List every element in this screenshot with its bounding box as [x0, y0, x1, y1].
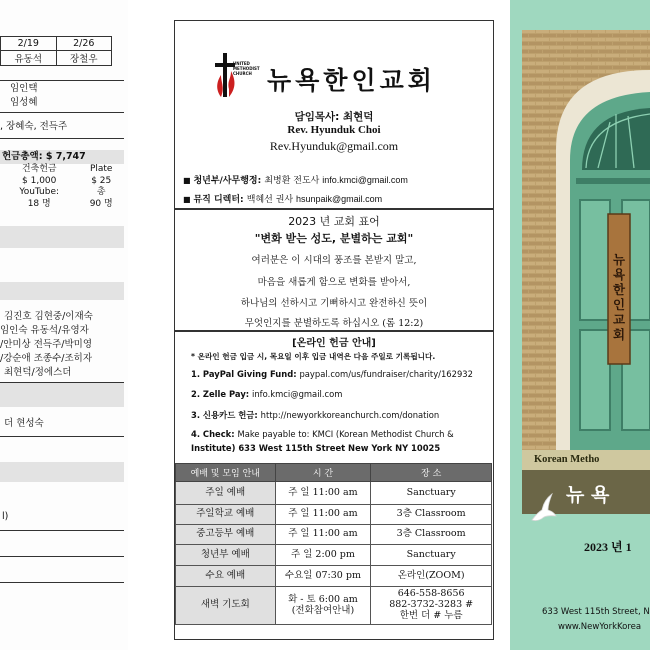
service-time: 주 일 11:00 am [275, 525, 371, 545]
cover-website[interactable]: www.NewYorkKorea [558, 622, 642, 632]
service-time: 주 일 11:00 am [275, 505, 371, 525]
duty-table [0, 36, 112, 66]
dawn-phone-note: (전화참여안내) [291, 604, 355, 616]
logo-text: UNITED METHODIST CHURCH [233, 61, 260, 76]
divider [0, 582, 124, 583]
contact-email: hsunpaik@gmail.com [296, 194, 383, 204]
verse-line: 하나님의 선하시고 기뻐하시고 완전하신 뜻이 [240, 298, 428, 309]
service-place: Sanctuary [371, 545, 492, 566]
gray-bar [0, 462, 124, 482]
gray-bar [0, 226, 124, 248]
service-place: 온라인(ZOOM) [371, 566, 492, 587]
offering-value: 18 명 [27, 198, 51, 209]
motto-title: 2023 년 교회 표어 [288, 215, 380, 228]
service-name: 주일 예배 [176, 482, 276, 505]
verse-line: 마음을 새롭게 함으로 변화를 받아서, [257, 277, 411, 288]
roster-line: 김진호 김현중/이재숙 [4, 311, 93, 322]
banner-text: Korean Metho [534, 454, 600, 465]
role-name: 임인택 [10, 83, 38, 94]
service-name: 청년부 예배 [176, 545, 276, 566]
verse-line: 무엇인지를 분별하도록 하십시오 (롬 12:2) [244, 318, 424, 329]
offering-total: 헌금총액: $ 7,747 [2, 151, 86, 162]
offering-header: Plate [89, 164, 113, 175]
online-item-label: 2. Zelle Pay: [191, 389, 253, 399]
contact-name: 최병환 전도사 [264, 176, 320, 186]
extra-line: 더 현성숙 [4, 418, 44, 429]
online-item-check [191, 429, 454, 439]
bulletin-panel [174, 20, 494, 640]
online-item-label: 4. Check: [191, 429, 238, 439]
divider [0, 112, 124, 113]
date-cell: 2/19 [1, 37, 57, 51]
church-door-photo [522, 30, 650, 450]
divider [175, 208, 493, 210]
name-cell: 장철우 [56, 51, 112, 66]
date-cell: 2/26 [56, 37, 112, 51]
service-name: 주일학교 예배 [176, 505, 276, 525]
service-name: 중고등부 예배 [176, 525, 276, 545]
service-time: 주 일 2:00 pm [275, 545, 371, 566]
name-line: , 장혜숙, 전득주 [0, 121, 68, 132]
table-row [176, 482, 492, 505]
dawn-phone: 646-558-8656 [397, 588, 465, 600]
cover-panel [510, 0, 650, 650]
service-name: 새벽 기도회 [176, 587, 276, 625]
roster-line: /안미상 전득주/박미영 [0, 339, 93, 350]
divider [0, 436, 124, 437]
zelle-email: info.kmci@gmail.com [252, 389, 343, 399]
divider [0, 530, 124, 531]
service-name: 수요 예배 [176, 566, 276, 587]
check-payable: Make payable to: KMCI (Korean Methodist Church & [237, 429, 454, 439]
contact-label: 청년부/사무행정: [193, 176, 265, 186]
dawn-time: 화 - 토 6:00 am [288, 593, 358, 605]
check-address: Institute) 633 West 115th Street New York NY 10025 [191, 443, 441, 453]
motto: "변화 받는 성도, 분별하는 교회" [254, 232, 414, 245]
table-row [176, 587, 492, 625]
online-note: * 온라인 헌금 입금 시, 목요일 이후 입금 내역은 다음 주일로 기록됩니다. [191, 352, 436, 361]
donation-link[interactable]: http://newyorkkoreanchurch.com/donation [260, 410, 440, 420]
church-sign: 뉴욕한인교회 [612, 252, 626, 342]
online-item-paypal [191, 369, 473, 379]
divider [0, 556, 124, 557]
contact-youth: ■ 청년부/사무행정: 최병환 전도사 info.kmci@gmail.com [183, 175, 408, 186]
schedule-header: 시 간 [275, 464, 371, 482]
service-time: 수요일 07:30 pm [275, 566, 371, 587]
verse-line: 여러분은 이 시대의 풍조를 본받지 말고, [251, 255, 417, 266]
cover-title: 뉴 욕 [566, 484, 610, 506]
pastor-email: Rev.Hyunduk@gmail.com [269, 139, 399, 153]
offering-value: 90 명 [89, 198, 113, 209]
pastor-name-en: Rev. Hyunduk Choi [287, 124, 381, 136]
extra-line: l) [2, 511, 9, 522]
name-cell: 유동석 [1, 51, 57, 66]
left-panel [0, 0, 128, 650]
service-place [371, 587, 492, 625]
online-item-card [191, 409, 439, 421]
service-place: Sanctuary [371, 482, 492, 505]
cover-year: 2023 년 1 [584, 540, 632, 554]
contact-name: 백혜선 권사 [246, 195, 294, 205]
dawn-instruction: 한번 더 # 누름 [399, 609, 463, 621]
cover-address: 633 West 115th Street, N [542, 607, 650, 617]
online-item-label: 3. 신용카드 헌금: [191, 410, 261, 420]
service-time: 주 일 11:00 am [275, 482, 371, 505]
offering-value: $ 25 [91, 175, 112, 186]
contact-email: info.kmci@gmail.com [322, 175, 408, 185]
table-row [176, 566, 492, 587]
gray-bar [0, 282, 124, 300]
contact-music: ■ 뮤직 디렉터: 백혜선 권사 hsunpaik@gmail.com [183, 194, 383, 205]
church-name: 뉴욕한인교회 [267, 66, 436, 95]
offering-header: 건축헌금 [21, 164, 57, 175]
service-place: 3층 Classroom [371, 505, 492, 525]
roster-line: /강순애 조종수/조히자 [0, 353, 93, 364]
divider [175, 330, 493, 332]
offering-total-bar [0, 150, 124, 164]
online-title: [온라인 헌금 안내] [292, 338, 376, 349]
offering-value: $ 1,000 [22, 175, 57, 186]
pastor-label: 담임목사: 최현덕 [294, 111, 374, 123]
role-name: 임성혜 [10, 97, 38, 108]
paypal-link[interactable]: paypal.com/us/fundraiser/charity/162932 [299, 369, 473, 379]
dove-icon [526, 490, 560, 526]
church-door-illustration [522, 30, 650, 450]
offering-header: 총 [96, 187, 106, 198]
schedule-header: 장 소 [371, 464, 492, 482]
divider [0, 138, 124, 139]
online-item-zelle [191, 389, 342, 399]
offering-table [0, 164, 124, 210]
offering-header: YouTube: [19, 187, 60, 198]
gray-bar [0, 383, 124, 407]
schedule-table [175, 463, 492, 625]
service-time [275, 587, 371, 625]
table-row [176, 525, 492, 545]
schedule-header: 예배 및 모임 안내 [176, 464, 276, 482]
roster-line: 임인숙 유동석/유영자 [0, 325, 89, 336]
contact-label: 뮤직 디렉터: [193, 195, 247, 205]
table-row [176, 505, 492, 525]
online-item-label: 1. PayPal Giving Fund: [191, 369, 300, 379]
table-row [176, 545, 492, 566]
service-place: 3층 Classroom [371, 525, 492, 545]
dawn-meeting-id: 882-3732-3283 # [389, 599, 474, 611]
divider [0, 80, 124, 81]
roster-line: 최현덕/정에스더 [4, 367, 72, 378]
